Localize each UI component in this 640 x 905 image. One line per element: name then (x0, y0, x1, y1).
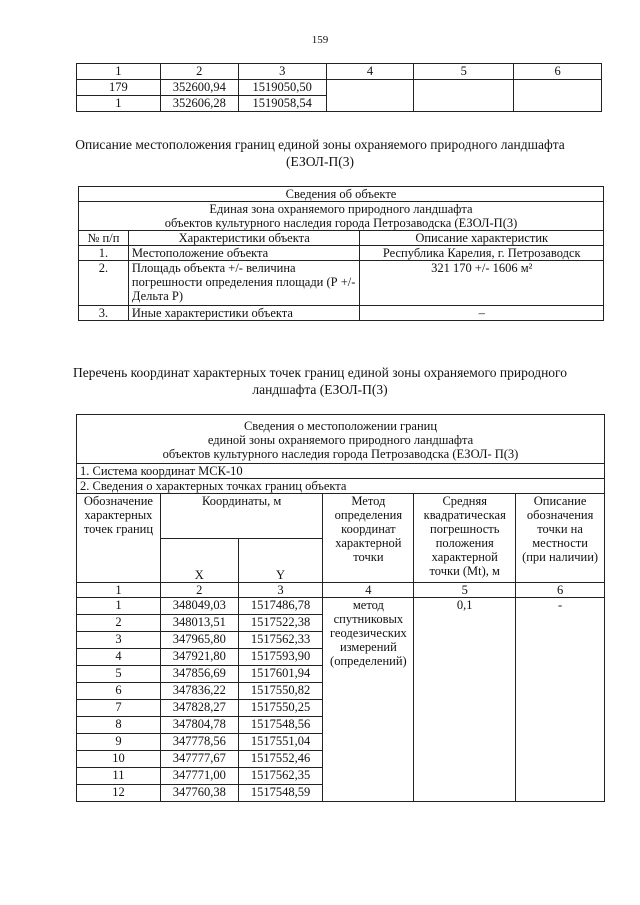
points-section-row: 2. Сведения о характерных точках границ объекта (77, 479, 605, 494)
col-header-description: Описание характеристик (360, 231, 604, 246)
point-y: 1517562,35 (238, 768, 323, 785)
table-cell: 1519058,54 (238, 96, 326, 112)
page-number: 159 (311, 34, 329, 46)
row-characteristic: Площадь объекта +/- величина погрешности определения площади (Р +/- Дельта Р) (128, 261, 360, 306)
point-x: 348049,03 (160, 598, 238, 615)
point-x: 347828,27 (160, 700, 238, 717)
point-number: 5 (77, 666, 161, 683)
coordinate-system-row: 1. Система координат МСК-10 (77, 464, 605, 479)
table-cell (326, 80, 414, 112)
point-x: 347778,56 (160, 734, 238, 751)
col-header-y: Y (238, 538, 323, 583)
table-cell: 1 (77, 96, 161, 112)
table-cell: 5 (414, 64, 514, 80)
point-number: 2 (77, 615, 161, 632)
col-header-designation: Обозначение характерных точек границ (77, 494, 161, 583)
table-cell: 4 (326, 64, 414, 80)
title-line: единой зоны охраняемого природного ландшафта (207, 433, 474, 447)
col-header-characteristic: Характеристики объекта (128, 231, 360, 246)
row-characteristic: Местоположение объекта (128, 246, 360, 261)
column-number-row (77, 583, 605, 598)
table-cell: 352606,28 (160, 96, 238, 112)
point-number: 3 (77, 632, 161, 649)
subtitle-line: Единая зона охраняемого природного ландшафта (209, 202, 473, 216)
table-cell: 1 (77, 64, 161, 80)
col-header-error: Средняя квадратическая погрешность положения характерной точки (Mt), м (414, 494, 516, 583)
row-description: – (360, 306, 604, 321)
table-cell: 6 (514, 64, 602, 80)
table-cell: 352600,94 (160, 80, 238, 96)
point-number: 6 (77, 683, 161, 700)
table-cell: 1519050,50 (238, 80, 326, 96)
row-description: Республика Карелия, г. Петрозаводск (360, 246, 604, 261)
table-cell: 179 (77, 80, 161, 96)
col-header-number: № п/п (79, 231, 129, 246)
point-x: 347965,80 (160, 632, 238, 649)
column-number: 2 (160, 583, 238, 598)
point-number: 8 (77, 717, 161, 734)
object-info-table (78, 186, 604, 321)
point-y: 1517551,04 (238, 734, 323, 751)
object-description-caption: Описание местоположения границ единой зоны охраняемого природного ландшафта (ЕЗОЛ-П(3) (75, 137, 565, 169)
point-y: 1517593,90 (238, 649, 323, 666)
table-row (77, 80, 602, 96)
coordinates-continuation-table (76, 63, 602, 112)
point-y: 1517550,25 (238, 700, 323, 717)
point-x: 347760,38 (160, 785, 238, 802)
row-number: 3. (79, 306, 129, 321)
point-x: 348013,51 (160, 615, 238, 632)
table-row (77, 598, 605, 615)
point-number: 4 (77, 649, 161, 666)
point-x: 347804,78 (160, 717, 238, 734)
coordinates-table (76, 414, 605, 802)
point-y: 1517522,38 (238, 615, 323, 632)
col-header-method: Метод определения координат характерной точки (323, 494, 414, 583)
row-number: 1. (79, 246, 129, 261)
point-x: 347836,22 (160, 683, 238, 700)
row-description: 321 170 +/- 1606 м² (360, 261, 604, 306)
method-cell: метод спутниковых геодезических измерений (определений) (323, 598, 414, 802)
table-cell (414, 80, 514, 112)
point-y: 1517562,33 (238, 632, 323, 649)
title-line: Сведения о местоположении границ (243, 419, 438, 433)
column-number: 3 (238, 583, 323, 598)
table-header-row (77, 494, 605, 539)
table-row (79, 246, 604, 261)
point-y: 1517601,94 (238, 666, 323, 683)
table-header-row (79, 231, 604, 246)
point-number: 1 (77, 598, 161, 615)
point-x: 347771,00 (160, 768, 238, 785)
row-number: 2. (79, 261, 129, 306)
object-info-subtitle (79, 202, 604, 231)
table-cell (514, 80, 602, 112)
column-number: 4 (323, 583, 414, 598)
point-x: 347856,69 (160, 666, 238, 683)
table-row (79, 261, 604, 306)
column-number: 5 (414, 583, 516, 598)
point-y: 1517548,59 (238, 785, 323, 802)
point-x: 347921,80 (160, 649, 238, 666)
description-cell: - (516, 598, 605, 802)
point-x: 347777,67 (160, 751, 238, 768)
col-header-coordinates: Координаты, м (160, 494, 323, 539)
coordinates-table-title (77, 415, 605, 464)
table-cell: 2 (160, 64, 238, 80)
point-y: 1517486,78 (238, 598, 323, 615)
object-info-title: Сведения об объекте (79, 187, 604, 202)
point-number: 9 (77, 734, 161, 751)
point-number: 11 (77, 768, 161, 785)
point-number: 7 (77, 700, 161, 717)
point-y: 1517552,46 (238, 751, 323, 768)
point-number: 12 (77, 785, 161, 802)
title-line: объектов культурного наследия города Петрозаводска (ЕЗОЛ- П(3) (162, 447, 519, 461)
table-cell: 3 (238, 64, 326, 80)
column-number: 1 (77, 583, 161, 598)
point-y: 1517550,82 (238, 683, 323, 700)
col-header-x: X (160, 538, 238, 583)
table-row (79, 306, 604, 321)
column-number: 6 (516, 583, 605, 598)
col-header-description: Описание обозначения точки на местности (при наличии) (516, 494, 605, 583)
coordinates-list-caption: Перечень координат характерных точек границ единой зоны охраняемого природного ландшафта (ЕЗОЛ-П(3) (73, 365, 567, 397)
table-header-row (77, 64, 602, 80)
error-cell: 0,1 (414, 598, 516, 802)
row-characteristic: Иные характеристики объекта (128, 306, 360, 321)
subtitle-line: объектов культурного наследия города Петрозаводска (ЕЗОЛ-П(3) (164, 216, 518, 230)
point-y: 1517548,56 (238, 717, 323, 734)
point-number: 10 (77, 751, 161, 768)
